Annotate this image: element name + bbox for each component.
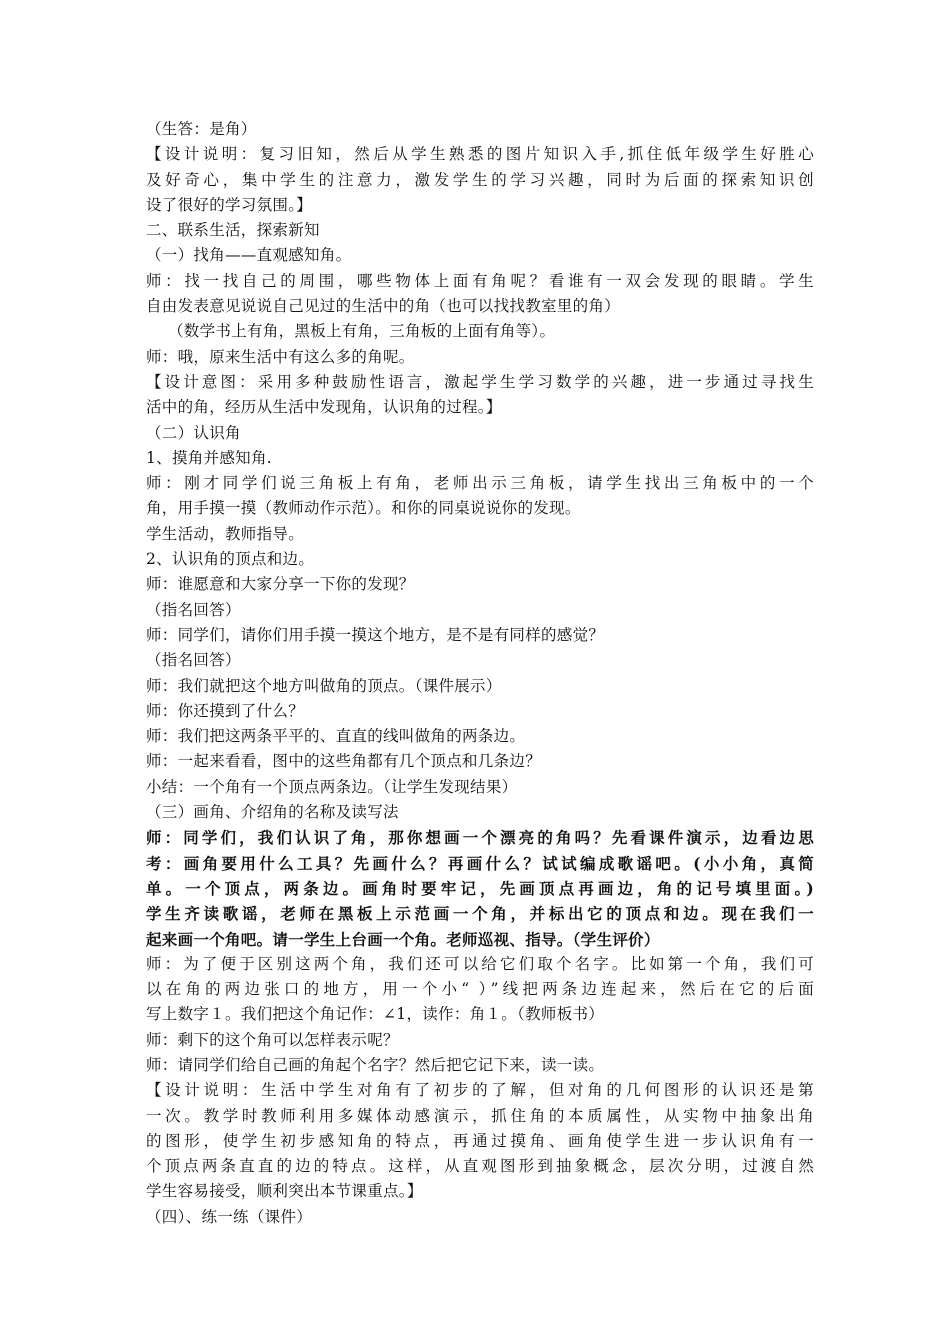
text-line: （指名回答） bbox=[146, 651, 241, 670]
text-line: 师：为了便于区别这两个角，我们还可以给它们取个名字。比如第一个角，我们可 bbox=[146, 954, 814, 973]
text-line: 单。一个顶点，两条边。画角时要牢记，先画顶点再画边，角的记号填里面。) bbox=[146, 878, 814, 898]
text-line: 考：画角要用什么工具？先画什么？再画什么？试试编成歌谣吧。(小小角，真简 bbox=[146, 853, 814, 873]
text-line: 学生齐读歌谣，老师在黑板上示范画一个角，并标出它的顶点和边。现在我们一 bbox=[146, 904, 814, 924]
text-line: 师：找一找自己的周围，哪些物体上面有角呢？看谁有一双会发现的眼睛。学生 bbox=[146, 271, 814, 290]
text-line: 师：我们把这两条平平的、直直的线叫做角的两条边。 bbox=[146, 727, 526, 746]
text-line: 师：刚才同学们说三角板上有角，老师出示三角板，请学生找出三角板中的一个 bbox=[146, 474, 814, 493]
text-line: （生答：是角） bbox=[146, 120, 257, 138]
text-line: 师：同学们，请你们用手摸一摸这个地方，是不是有同样的感觉？ bbox=[146, 625, 605, 644]
text-line: 写上数字１。我们把这个角记作：∠1，读作：角１。（教师板书） bbox=[146, 1005, 605, 1024]
text-line: （四）、练一练（课件） bbox=[146, 1207, 313, 1226]
text-line: 活中的角，经历从生活中发现角，认识角的过程。】 bbox=[146, 398, 502, 417]
text-line: 师：我们就把这个地方叫做角的顶点。（课件展示） bbox=[146, 676, 502, 695]
text-line: （指名回答） bbox=[146, 600, 241, 619]
text-line: 2、认识角的顶点和边。 bbox=[146, 550, 315, 569]
text-line: （一）找角——直观感知角。 bbox=[146, 246, 352, 265]
document-page bbox=[146, 117, 814, 1230]
text-line: 师：哦，原来生活中有这么多的角呢。 bbox=[146, 347, 415, 366]
text-line: （二）认识角 bbox=[146, 423, 241, 442]
text-line: 及好奇心，集中学生的注意力，激发学生的学习兴趣，同时为后面的探索知识创 bbox=[146, 170, 814, 189]
text-line: 小结：一个角有一个顶点两条边。（让学生发现结果） bbox=[146, 777, 518, 796]
text-line: 个顶点两条直直的边的特点。这样，从直观图形到抽象概念，层次分明，过渡自然 bbox=[146, 1157, 814, 1176]
text-line: 【设计说明：生活中学生对角有了初步的了解，但对角的几何图形的认识还是第 bbox=[146, 1081, 814, 1100]
text-line: 师：谁愿意和大家分享一下你的发现？ bbox=[146, 575, 415, 594]
text-line: 起来画一个角吧。请一学生上台画一个角。老师巡视、指导。（学生评价） bbox=[146, 929, 660, 949]
text-line: 学生活动，教师指导。 bbox=[146, 524, 305, 543]
text-line: 师：你还摸到了什么？ bbox=[146, 701, 305, 720]
text-line: 【设计说明：复习旧知，然后从学生熟悉的图片知识入手,抓住低年级学生好胜心 bbox=[146, 145, 814, 164]
text-line: 1、摸角并感知角. bbox=[146, 448, 272, 467]
text-line: 一次。教学时教师利用多媒体动感演示，抓住角的本质属性，从实物中抽象出角 bbox=[146, 1106, 814, 1125]
text-line: 师：同学们，我们认识了角，那你想画一个漂亮的角吗？先看课件演示，边看边思 bbox=[146, 828, 814, 848]
text-line: 以在角的两边张口的地方，用一个小“ ）”线把两条边连起来，然后在它的后面 bbox=[146, 980, 814, 999]
text-line: 设了很好的学习氛围。】 bbox=[146, 195, 313, 214]
text-line: 师：请同学们给自己画的角起个名字？然后把它记下来，读一读。 bbox=[146, 1055, 605, 1074]
text-line: 角，用手摸一摸（教师动作示范）。和你的同桌说说你的发现。 bbox=[146, 499, 581, 518]
text-line: 二、联系生活，探索新知 bbox=[146, 221, 320, 240]
text-line: 师：剩下的这个角可以怎样表示呢？ bbox=[146, 1030, 399, 1049]
text-line: （三）画角、介绍角的名称及读写法 bbox=[146, 803, 399, 822]
text-line: 自由发表意见说说自己见过的生活中的角（也可以找找教室里的角） bbox=[146, 297, 621, 316]
text-line: 【设计意图：采用多种鼓励性语言，激起学生学习数学的兴趣，进一步通过寻找生 bbox=[146, 372, 814, 391]
text-line: 的图形，使学生初步感知角的特点，再通过摸角、画角使学生进一步认识角有一 bbox=[146, 1131, 814, 1150]
text-line: 学生容易接受，顺利突出本节课重点。】 bbox=[146, 1182, 423, 1201]
text-line: （数学书上有角，黑板上有角，三角板的上面有角等）。 bbox=[168, 322, 556, 341]
text-line: 师：一起来看看，图中的这些角都有几个顶点和几条边？ bbox=[146, 752, 542, 771]
